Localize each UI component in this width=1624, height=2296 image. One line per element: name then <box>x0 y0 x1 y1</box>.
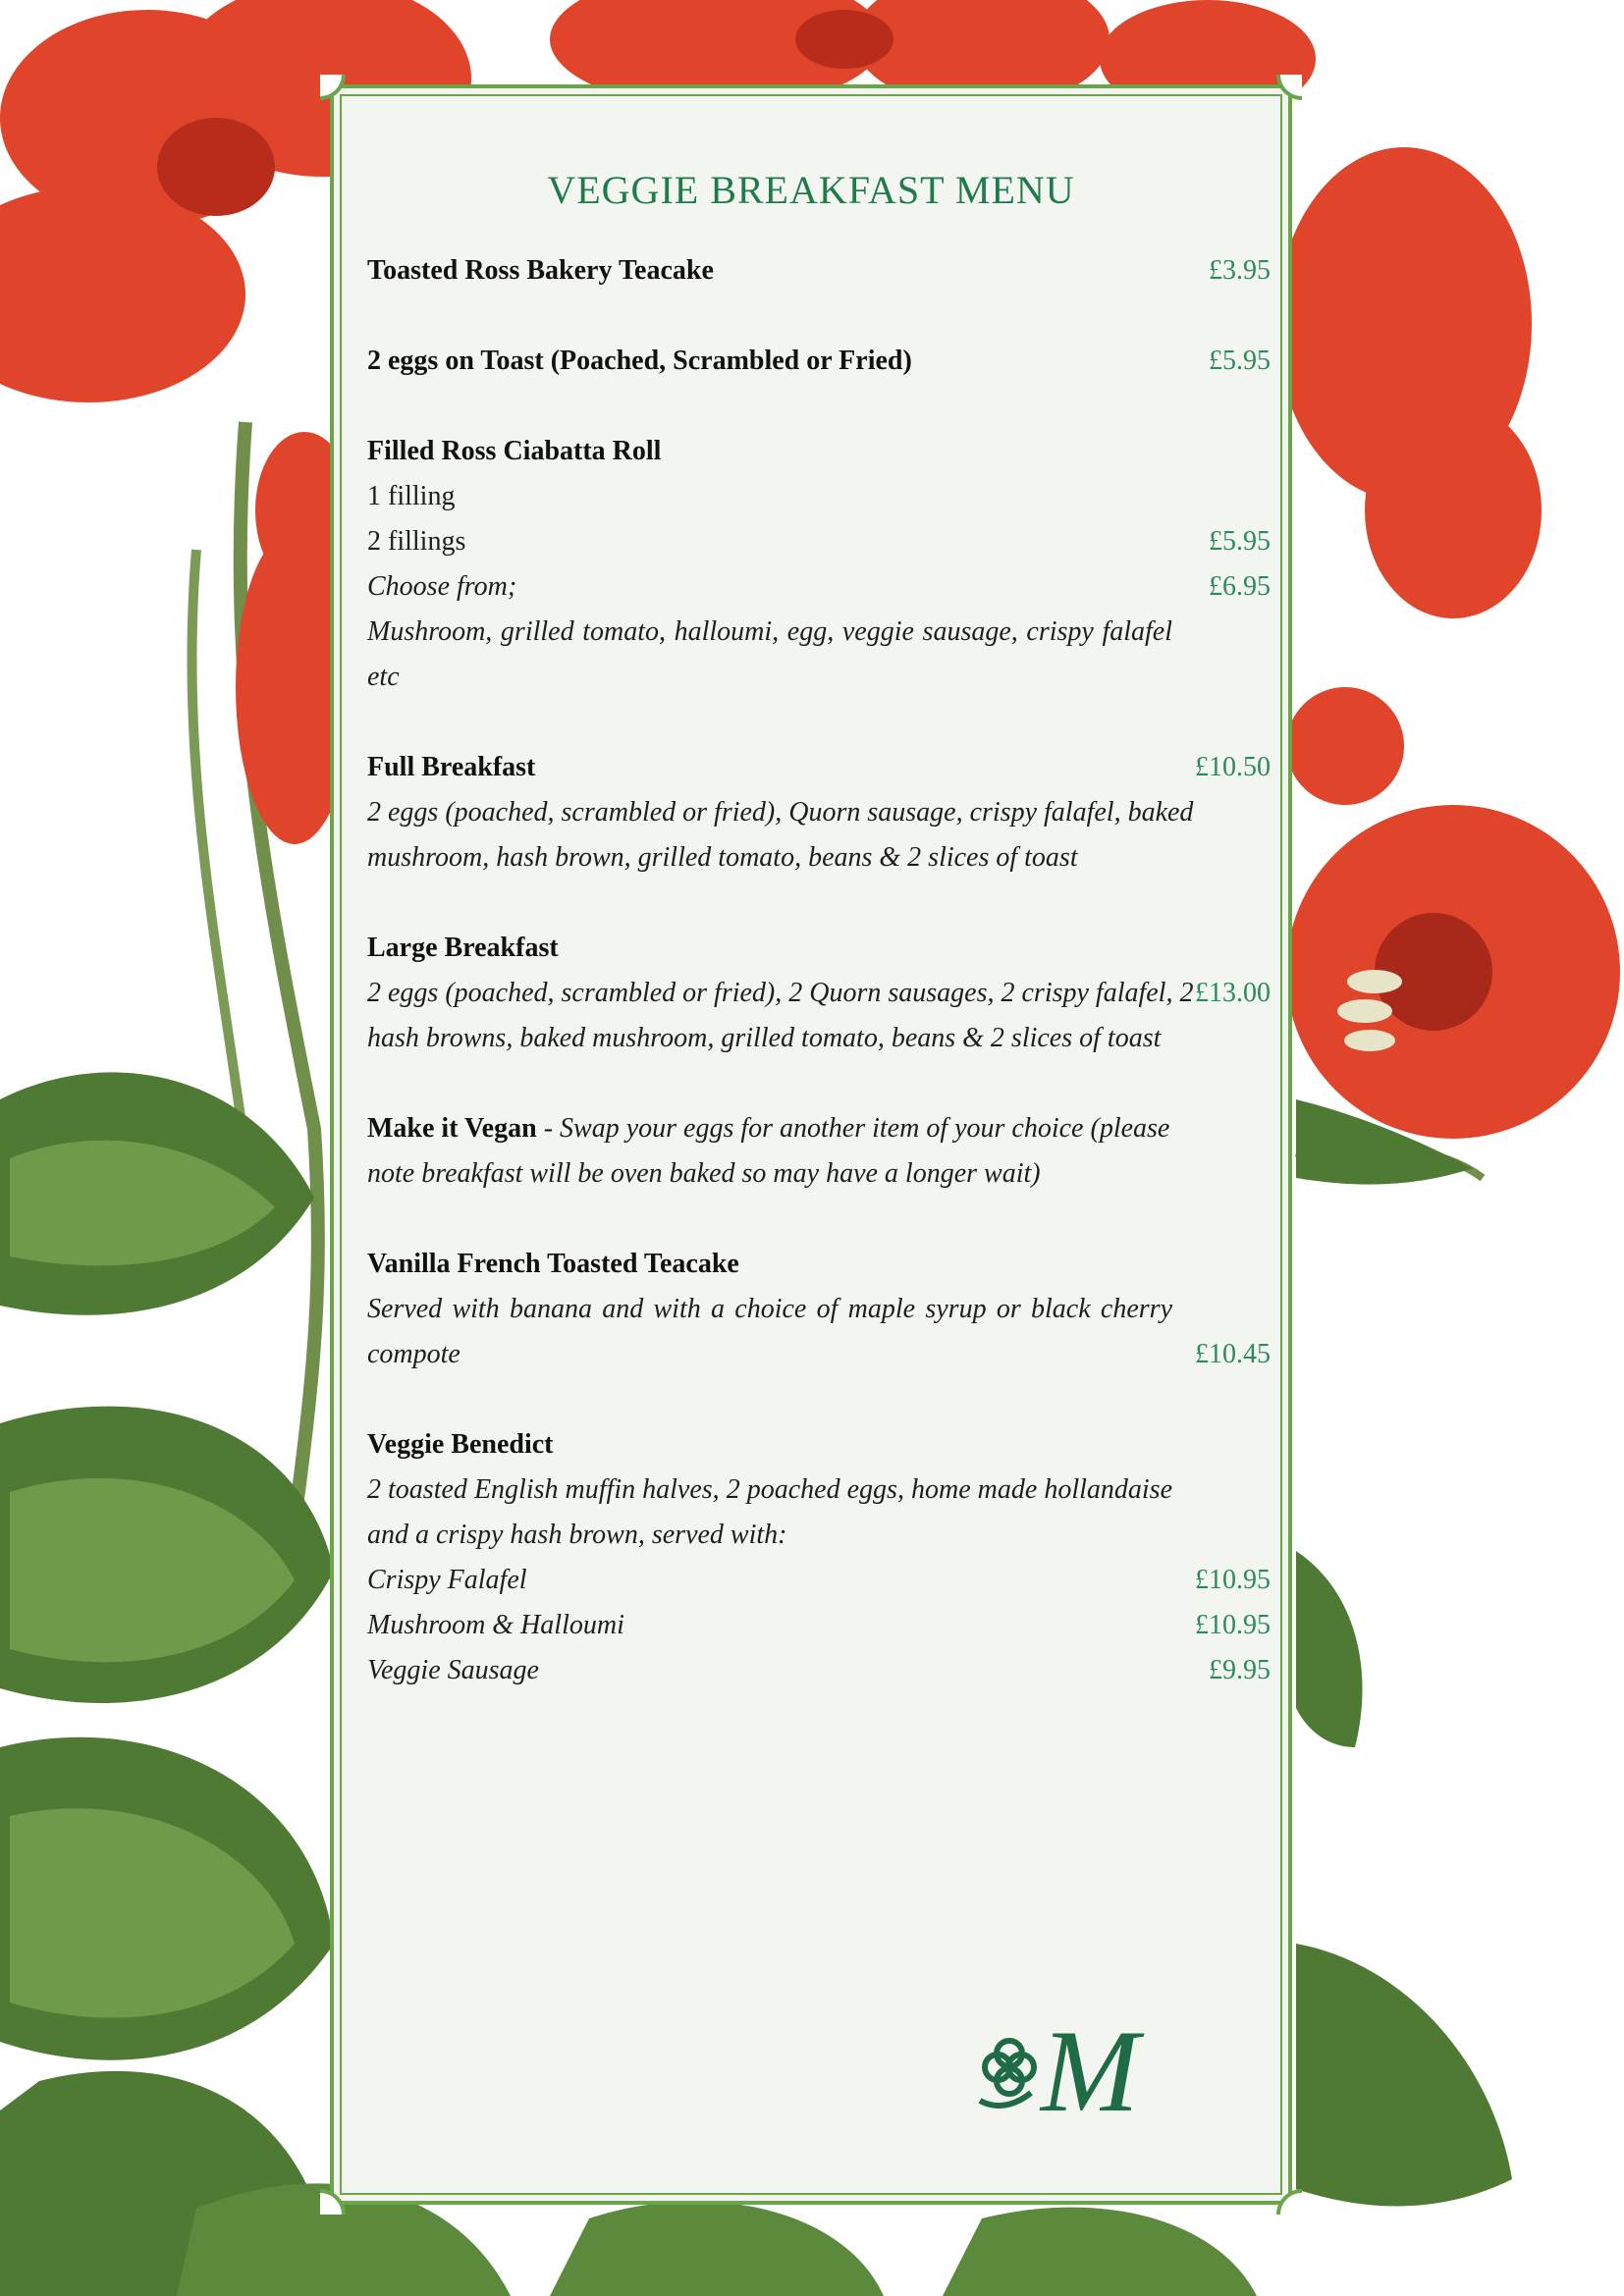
menu-card <box>330 84 1292 2205</box>
item-description: etc <box>367 662 400 692</box>
item-name: Full Breakfast <box>367 752 536 782</box>
benedict-option <box>367 1648 1271 1693</box>
item-price: £10.95 <box>1195 1610 1271 1640</box>
item-description: Mushroom, grilled tomato, halloumi, egg, veggie sausage, crispy falafel <box>367 616 1172 647</box>
option-label: 1 filling <box>367 481 456 511</box>
menu-item-eggs-on-toast <box>367 339 1271 384</box>
ciabatta-option <box>367 474 1271 519</box>
option-label: Choose from; <box>367 571 517 602</box>
item-price: £9.95 <box>1209 1655 1271 1685</box>
item-description-row <box>367 835 1271 881</box>
item-description-row <box>367 1151 1271 1197</box>
item-description-row <box>367 971 1271 1016</box>
item-price: £3.95 <box>1209 255 1271 286</box>
page-title: VEGGIE BREAKFAST MENU <box>547 168 1075 212</box>
item-name: Veggie Benedict <box>367 1429 554 1460</box>
benedict-option <box>367 1603 1271 1648</box>
menu-item-veggie-benedict <box>367 1422 1271 1468</box>
menu-item-ciabatta <box>367 429 1271 474</box>
option-label: Crispy Falafel <box>367 1565 527 1595</box>
item-name: Filled Ross Ciabatta Roll <box>367 436 662 466</box>
menu-item-vegan <box>367 1106 1271 1151</box>
item-description: note breakfast will be oven baked so may have a longer wait) <box>367 1158 1041 1189</box>
item-description-row <box>367 1468 1271 1513</box>
item-description: Served with banana and with a choice of maple syrup or black cherry <box>367 1294 1172 1324</box>
item-description-row <box>367 1513 1271 1558</box>
item-price: £5.95 <box>1209 526 1271 557</box>
item-name: Vanilla French Toasted Teacake <box>367 1249 739 1279</box>
item-name: Make it Vegan <box>367 1113 537 1144</box>
item-description: mushroom, hash brown, grilled tomato, beans & 2 slices of toast <box>367 842 1078 873</box>
menu-item-large-breakfast <box>367 926 1271 971</box>
item-description: hash browns, baked mushroom, grilled tomato, beans & 2 slices of toast <box>367 1023 1162 1053</box>
item-name: Large Breakfast <box>367 933 559 963</box>
item-description: compote <box>367 1339 460 1369</box>
ciabatta-fillings <box>367 610 1271 655</box>
item-description: - Swap your eggs for another item of your choice (please <box>536 1113 1170 1144</box>
item-price: £10.45 <box>1195 1339 1271 1369</box>
corner-ornament <box>320 75 346 100</box>
item-description-row <box>367 1287 1271 1332</box>
menu-list <box>367 248 1271 1693</box>
item-price: £10.50 <box>1195 752 1271 782</box>
option-label: 2 fillings <box>367 526 466 557</box>
monogram-logo <box>972 2002 1188 2130</box>
item-description: 2 eggs (poached, scrambled or fried), Quorn sausage, crispy falafel, baked <box>367 797 1194 828</box>
item-price: £10.95 <box>1195 1565 1271 1595</box>
item-description: 2 eggs (poached, scrambled or fried), 2 Quorn sausages, 2 crispy falafel, 2 <box>367 978 1194 1008</box>
menu-item-french-toast <box>367 1242 1271 1287</box>
item-description-row <box>367 1016 1271 1061</box>
benedict-option <box>367 1558 1271 1603</box>
corner-ornament <box>1276 2189 1302 2215</box>
vegan-line <box>367 1106 1172 1151</box>
item-name: 2 eggs on Toast (Poached, Scrambled or Fried) <box>367 346 912 376</box>
item-name: Toasted Ross Bakery Teacake <box>367 255 714 286</box>
item-price: £6.95 <box>1209 571 1271 602</box>
ciabatta-fillings <box>367 655 1271 700</box>
ciabatta-choose <box>367 564 1271 610</box>
corner-ornament <box>320 2189 346 2215</box>
item-description: 2 toasted English muffin halves, 2 poached eggs, home made hollandaise <box>367 1474 1172 1505</box>
menu-item-full-breakfast <box>367 745 1271 790</box>
monogram-letter: M <box>1041 2005 1139 2130</box>
item-description: and a crispy hash brown, served with: <box>367 1520 787 1550</box>
item-description-row <box>367 790 1271 835</box>
item-price: £5.95 <box>1209 346 1271 376</box>
option-label: Mushroom & Halloumi <box>367 1610 624 1640</box>
ciabatta-option <box>367 519 1271 564</box>
option-label: Veggie Sausage <box>367 1655 539 1685</box>
menu-item-teacake <box>367 248 1271 294</box>
corner-ornament <box>1276 75 1302 100</box>
item-price: £13.00 <box>1195 978 1271 1008</box>
item-description-row <box>367 1332 1271 1377</box>
